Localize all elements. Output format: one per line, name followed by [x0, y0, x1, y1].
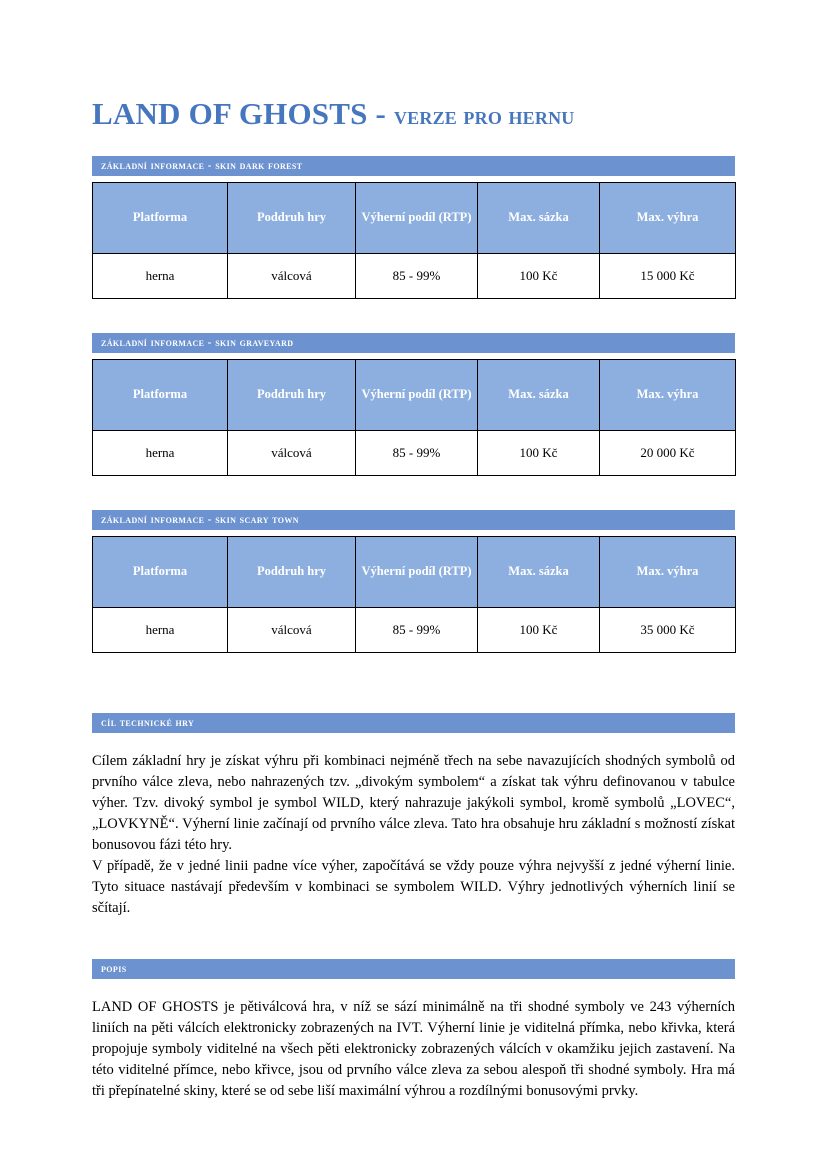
column-header-max-sazka: Max. sázka	[478, 183, 600, 254]
column-header-platforma: Platforma	[93, 360, 228, 431]
column-header-max-vyhra: Max. výhra	[600, 537, 736, 608]
cell-poddruh-hry: válcová	[228, 254, 356, 299]
page-title-sub: verze pro hernu	[393, 103, 575, 130]
goal-paragraph-2: V případě, že v jedné linii padne více výher, započítává se vždy pouze výhra nejvyšší z jedné výherní linie. Tyto situace nastávají především v kombinaci se symbolem WILD. Výhry jednotlivých výherních linií se sčítají.	[92, 858, 735, 917]
section-header-cil-technicke-hry: cíl technické hry	[92, 713, 735, 733]
spacer	[92, 476, 735, 510]
goal-text-block	[92, 751, 735, 919]
cell-poddruh-hry: válcová	[228, 431, 356, 476]
column-header-platforma: Platforma	[93, 183, 228, 254]
goal-paragraph-1: Cílem základní hry je získat výhru při kombinaci nejméně třech na sebe navazujících shodných symbolů od prvního válce zleva, nebo nahrazených tzv. „divokým symbolem“ a získat tak výhru definovanou v tabulce výher. Tzv. divoký symbol je symbol WILD, který nahrazuje jakýkoli symbol, kromě symbolů „LOVEC“, „LOVKYNĚ“. Výherní linie začínají od prvního válce zleva. Tato hra obsahuje hru základní s možností získat bonusovou fázi této hry.	[92, 753, 735, 854]
spacer	[92, 919, 735, 959]
column-header-max-sazka: Max. sázka	[478, 360, 600, 431]
table-row	[93, 431, 736, 476]
cell-poddruh-hry: válcová	[228, 608, 356, 653]
table-header-row	[93, 360, 736, 431]
section-header-popis: popis	[92, 959, 735, 979]
column-header-max-vyhra: Max. výhra	[600, 183, 736, 254]
cell-rtp: 85 - 99%	[356, 431, 478, 476]
table-header-row	[93, 537, 736, 608]
cell-rtp: 85 - 99%	[356, 608, 478, 653]
column-header-poddruh-hry: Poddruh hry	[228, 537, 356, 608]
column-header-max-vyhra: Max. výhra	[600, 360, 736, 431]
column-header-poddruh-hry: Poddruh hry	[228, 183, 356, 254]
description-text-block	[92, 997, 735, 1102]
cell-max-sazka: 100 Kč	[478, 431, 600, 476]
cell-max-sazka: 100 Kč	[478, 608, 600, 653]
cell-platforma: herna	[93, 431, 228, 476]
cell-max-vyhra: 35 000 Kč	[600, 608, 736, 653]
spacer	[92, 653, 735, 713]
section-header-scary-town: základní informace - skin scary town	[92, 510, 735, 530]
cell-max-vyhra: 15 000 Kč	[600, 254, 736, 299]
column-header-platforma: Platforma	[93, 537, 228, 608]
info-table-dark-forest	[92, 182, 736, 299]
page-title-main: LAND OF GHOSTS -	[92, 96, 394, 131]
section-header-graveyard: základní informace - skin graveyard	[92, 333, 735, 353]
column-header-rtp: Výherní podíl (RTP)	[356, 183, 478, 254]
cell-platforma: herna	[93, 608, 228, 653]
table-row	[93, 254, 736, 299]
spacer	[92, 299, 735, 333]
page-title	[92, 96, 735, 132]
column-header-poddruh-hry: Poddruh hry	[228, 360, 356, 431]
cell-platforma: herna	[93, 254, 228, 299]
column-header-rtp: Výherní podíl (RTP)	[356, 360, 478, 431]
cell-max-vyhra: 20 000 Kč	[600, 431, 736, 476]
column-header-max-sazka: Max. sázka	[478, 537, 600, 608]
section-header-dark-forest: základní informace - skin dark forest	[92, 156, 735, 176]
column-header-rtp: Výherní podíl (RTP)	[356, 537, 478, 608]
table-row	[93, 608, 736, 653]
info-table-scary-town	[92, 536, 736, 653]
table-header-row	[93, 183, 736, 254]
info-table-graveyard	[92, 359, 736, 476]
cell-rtp: 85 - 99%	[356, 254, 478, 299]
description-paragraph-1: LAND OF GHOSTS je pětiválcová hra, v níž se sází minimálně na tři shodné symboly ve 243 výherních liniích na pěti válcích elektronicky zobrazených na IVT. Výherní linie je viditelná přímka, nebo křivka, která propojuje symboly viditelné na všech pěti elektronicky zobrazených válcích v okamžiku jejich zastavení. Na této viditelné přímce, nebo křivce, jsou od prvního válce zleva za sebou alespoň tři shodné symboly. Hra má tři přepínatelné skiny, které se od sebe liší maximální výhrou a rozdílnými bonusovými prvky.	[92, 999, 735, 1100]
cell-max-sazka: 100 Kč	[478, 254, 600, 299]
